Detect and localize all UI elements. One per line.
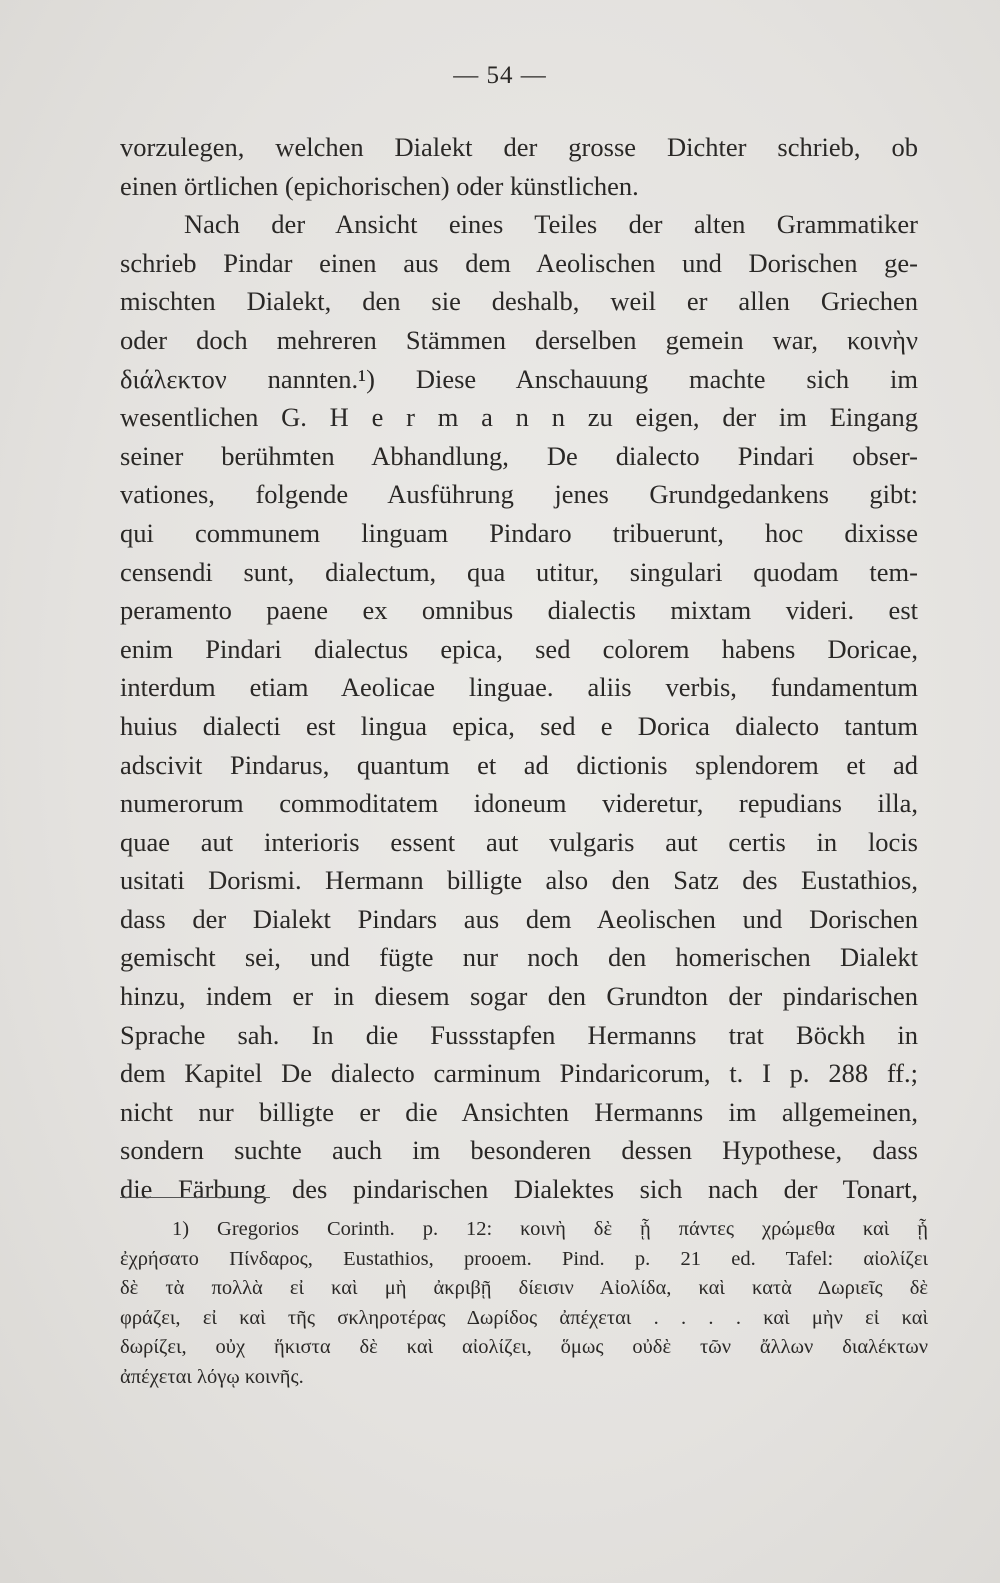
text-line: dass der Dialekt Pindars aus dem Aeolischen und Dorischen — [120, 903, 918, 934]
footnote-line: ἐχρήσατο Πίνδαρος, Eustathios, prooem. Pind. p. 21 ed. Tafel: αἰολίζει — [120, 1247, 928, 1270]
text-line: quae aut interioris essent aut vulgaris aut certis in locis — [120, 826, 918, 857]
text-line: Nach der Ansicht eines Teiles der alten Grammatiker — [184, 209, 918, 240]
text-line: einen örtlichen (epichorischen) oder künstlichen. — [120, 170, 639, 201]
footnote-line: δὲ τὰ πολλὰ εἰ καὶ μὴ ἀκριβῇ δίεισιν Αἰολίδα, καὶ κατὰ Δωριεῖς δὲ — [120, 1277, 928, 1300]
text-line: hinzu, indem er in diesem sogar den Grundton der pindarischen — [120, 981, 918, 1012]
text-line: gemischt sei, und fügte nur noch den homerischen Dialekt — [120, 942, 918, 973]
text-line: die Färbung des pindarischen Dialektes sich nach der Tonart, — [120, 1174, 918, 1205]
text-line: enim Pindari dialectus epica, sed colorem habens Doricae, — [120, 633, 918, 664]
text-line: adscivit Pindarus, quantum et ad dictionis splendorem et ad — [120, 749, 918, 780]
page-number: — 54 — — [453, 62, 547, 89]
footnote-line: φράζει, εἰ καὶ τῆς σκληροτέρας Δωρίδος ἀπέχεται . . . . καὶ μὴν εἰ καὶ — [120, 1306, 928, 1329]
text-line: huius dialecti est lingua epica, sed e Dorica dialecto tantum — [120, 710, 918, 741]
text-line: διάλεκτον nannten.¹) Diese Anschauung machte sich im — [120, 363, 918, 394]
text-line: wesentlichen G. H e r m a n n zu eigen, der im Eingang — [120, 402, 918, 433]
text-line: censendi sunt, dialectum, qua utitur, singulari quodam tem- — [120, 556, 918, 587]
text-line: peramento paene ex omnibus dialectis mixtam videri. est — [120, 595, 918, 626]
text-line: Sprache sah. In die Fussstapfen Hermanns trat Böckh in — [120, 1019, 918, 1050]
text-line: mischten Dialekt, den sie deshalb, weil er allen Griechen — [120, 286, 918, 317]
text-line: qui communem linguam Pindaro tribuerunt, hoc dixisse — [120, 517, 918, 548]
text-line: seiner berühmten Abhandlung, De dialecto Pindari obser- — [120, 440, 918, 471]
footnotes — [120, 1215, 928, 1393]
footnote-line: δωρίζει, οὐχ ἥκιστα δὲ καὶ αἰολίζει, ὅμως οὐδὲ τῶν ἄλλων διαλέκτων — [120, 1336, 928, 1359]
text-line: schrieb Pindar einen aus dem Aeolischen und Dorischen ge- — [120, 247, 918, 278]
text-line: oder doch mehreren Stämmen derselben gemein war, κοινὴν — [120, 324, 918, 355]
text-line: vorzulegen, welchen Dialekt der grosse Dichter schrieb, ob — [120, 132, 918, 162]
text-line: numerorum commoditatem idoneum videretur, repudians illa, — [120, 788, 918, 819]
footnote-line: ἀπέχεται λόγῳ κοινῆς. — [120, 1365, 304, 1388]
text-line: nicht nur billigte er die Ansichten Hermanns im allgemeinen, — [120, 1096, 918, 1127]
text-line: dem Kapitel De dialecto carminum Pindaricorum, t. I p. 288 ff.; — [120, 1058, 918, 1089]
footnote-divider — [120, 1197, 270, 1198]
footnote-line: 1) Gregorios Corinth. p. 12: κοινὴ δὲ ᾗ πάντες χρώμεθα καὶ ᾗ — [172, 1218, 928, 1240]
text-line: vationes, folgende Ausführung jenes Grundgedankens gibt: — [120, 479, 918, 510]
text-line: usitati Dorismi. Hermann billigte also den Satz des Eustathios, — [120, 865, 918, 896]
text-line: interdum etiam Aeolicae linguae. aliis verbis, fundamentum — [120, 672, 918, 703]
text-line: sondern suchte auch im besonderen dessen Hypothese, dass — [120, 1135, 918, 1166]
main-text — [120, 128, 918, 1209]
